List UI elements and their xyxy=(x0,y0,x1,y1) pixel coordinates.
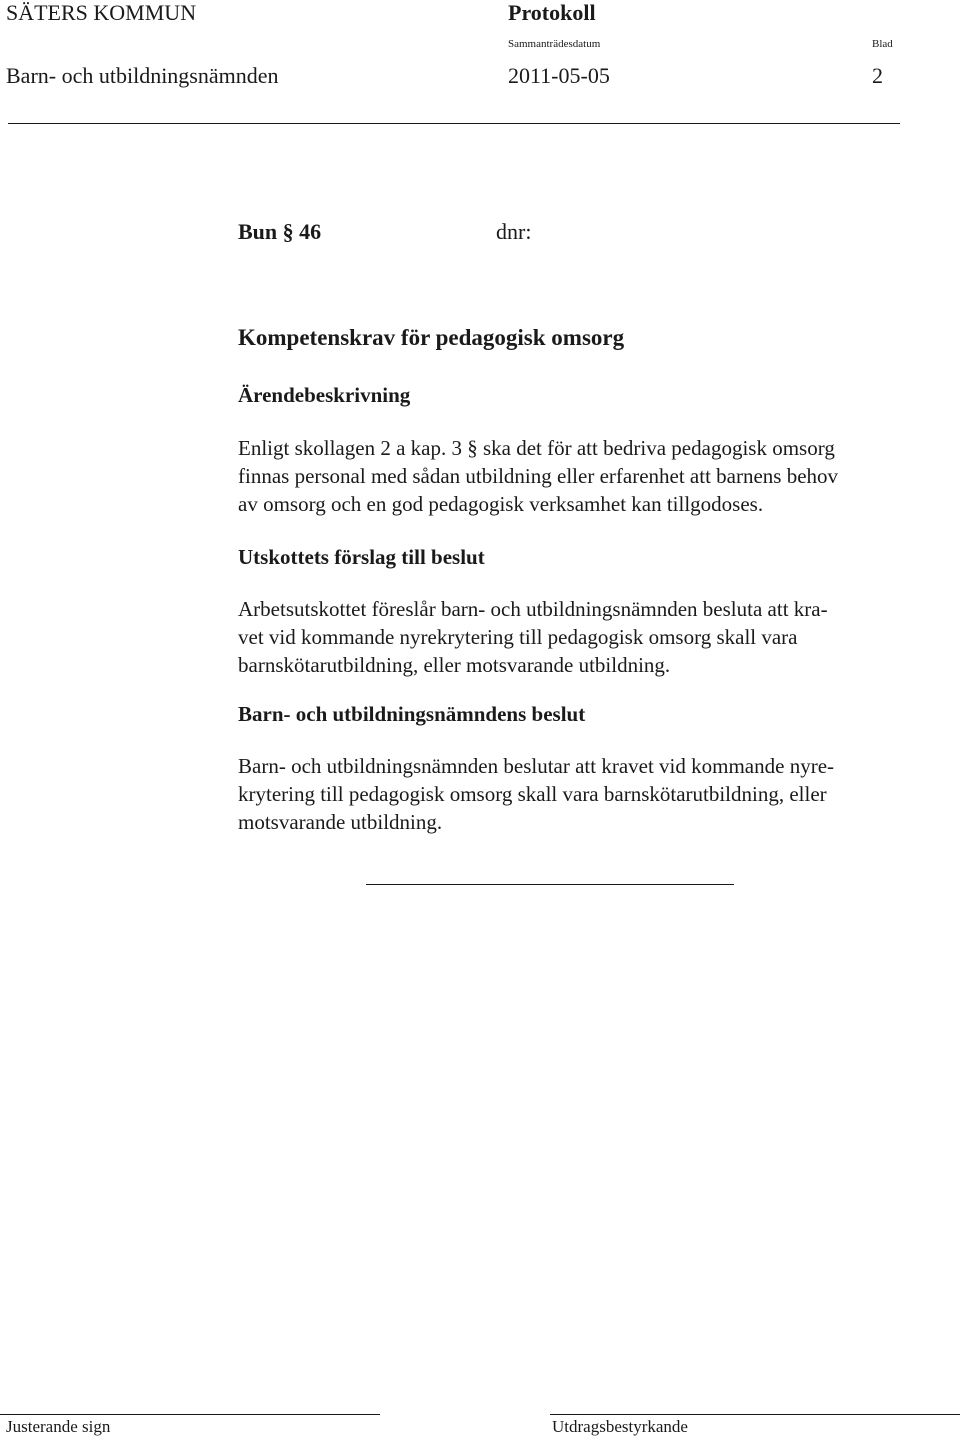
section-end-divider xyxy=(366,884,734,885)
section-heading-decision: Barn- och utbildningsnämndens beslut xyxy=(238,702,586,726)
text-line: Arbetsutskottet föreslår barn- och utbildningsnämnden besluta att kra- xyxy=(238,597,828,621)
page-number: 2 xyxy=(872,63,883,88)
footer-signature-line-right xyxy=(550,1414,960,1415)
date-label: Sammanträdesdatum xyxy=(508,38,601,50)
text-line: motsvarande utbildning. xyxy=(238,810,443,834)
footer-justerande-sign: Justerande sign xyxy=(6,1417,111,1436)
page-label: Blad xyxy=(872,38,893,50)
text-line: Barn- och utbildningsnämnden beslutar att kravet vid kommande nyre- xyxy=(238,754,835,778)
dnr-label: dnr: xyxy=(496,219,532,244)
section-body-description xyxy=(238,434,938,518)
meeting-date: 2011-05-05 xyxy=(508,63,610,88)
section-heading-description: Ärendebeskrivning xyxy=(238,383,411,407)
organization-name: SÄTERS KOMMUN xyxy=(6,0,197,25)
text-line: barnskötarutbildning, eller motsvarande utbildning. xyxy=(238,653,671,677)
document-title: Kompetenskrav för pedagogisk omsorg xyxy=(238,325,625,350)
section-heading-proposal: Utskottets förslag till beslut xyxy=(238,545,485,569)
case-number: Bun § 46 xyxy=(238,219,322,244)
committee-name: Barn- och utbildningsnämnden xyxy=(6,63,279,88)
text-line: av omsorg och en god pedagogisk verksamhet kan tillgodoses. xyxy=(238,492,764,516)
footer-signature-line-left xyxy=(0,1414,380,1415)
section-body-proposal xyxy=(238,595,938,679)
header-divider xyxy=(8,123,900,124)
document-type: Protokoll xyxy=(508,0,596,25)
section-body-decision xyxy=(238,752,938,836)
text-line: finnas personal med sådan utbildning eller erfarenhet att barnens behov xyxy=(238,464,839,488)
text-line: krytering till pedagogisk omsorg skall vara barnskötarutbildning, eller xyxy=(238,782,827,806)
footer-utdragsbestyrkande: Utdragsbestyrkande xyxy=(552,1417,688,1436)
text-line: Enligt skollagen 2 a kap. 3 § ska det för att bedriva pedagogisk omsorg xyxy=(238,436,835,460)
text-line: vet vid kommande nyrekrytering till pedagogisk omsorg skall vara xyxy=(238,625,798,649)
